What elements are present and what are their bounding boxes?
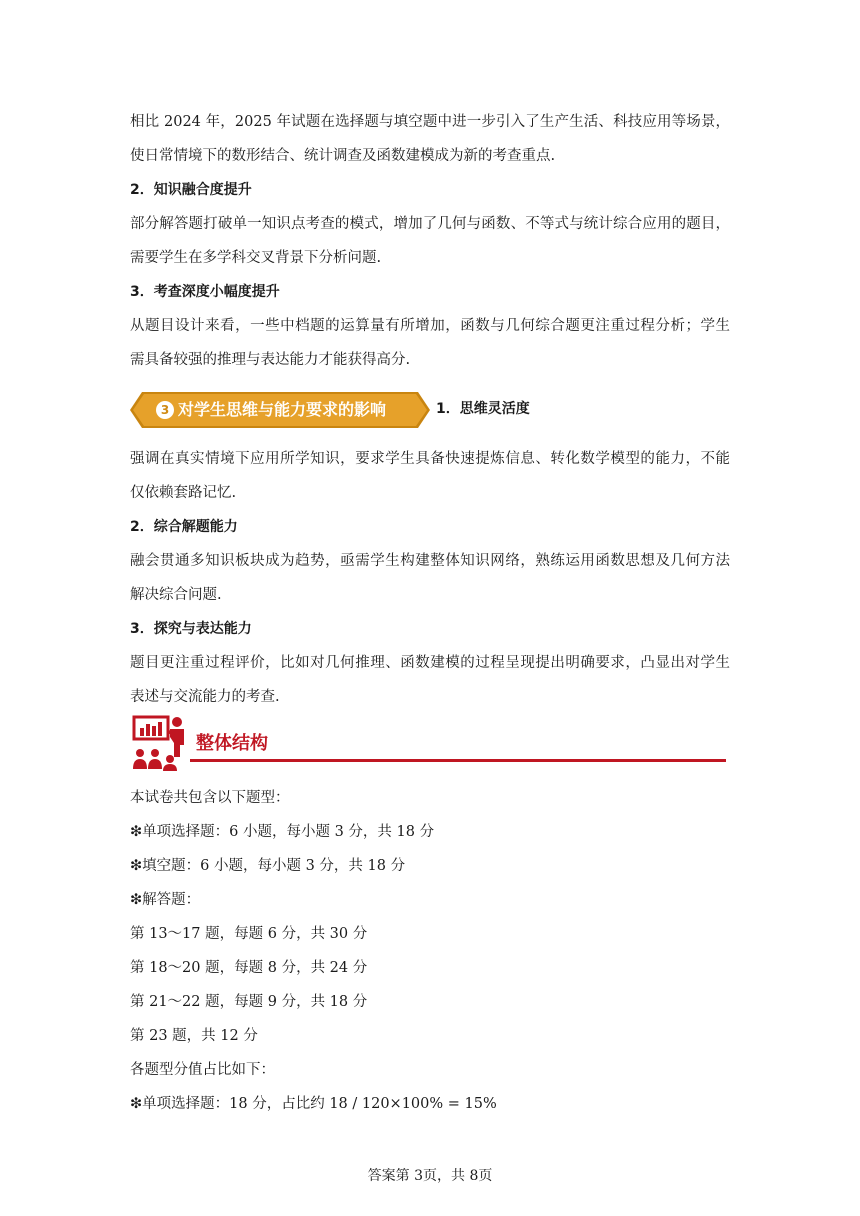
subheading: 3．探究与表达能力 — [130, 621, 252, 637]
paragraph-line: 部分解答题打破单一知识点考查的模式，增加了几何与函数、不等式与统计综合应用的题目， — [130, 216, 730, 232]
paragraph-line: 仅依赖套路记忆. — [130, 485, 237, 501]
paragraph-line: 融会贯通多知识板块成为趋势，亟需学生构建整体知识网络，熟练运用函数思想及几何方法 — [130, 553, 730, 569]
section-divider — [190, 759, 726, 762]
paragraph-line: 需要学生在多学科交叉背景下分析问题. — [130, 250, 382, 266]
paragraph-line: 使日常情境下的数形结合、统计调查及函数建模成为新的考查重点. — [130, 148, 556, 164]
subheading: 1．思维灵活度 — [436, 401, 530, 417]
list-item: 第 23 题，共 12 分 — [130, 1028, 258, 1044]
badge-title: 对学生思维与能力要求的影响 — [178, 400, 387, 419]
paragraph-line: 相比 2024 年，2025 年试题在选择题与填空题中进一步引入了生产生活、科技应用等场景， — [130, 114, 730, 130]
paragraph-line: 题目更注重过程评价，比如对几何推理、函数建模的过程呈现提出明确要求，凸显出对学生 — [130, 655, 730, 671]
paragraph-line: 表述与交流能力的考查. — [130, 689, 280, 705]
badge-number: 3 — [156, 401, 174, 419]
paragraph-line: 解决综合问题. — [130, 587, 222, 603]
page-footer: 答案第 3页，共 8页 — [367, 1168, 493, 1184]
section-badge — [130, 390, 430, 430]
list-item: ❇单项选择题：6 小题，每小题 3 分，共 18 分 — [130, 824, 435, 840]
list-item: ❇单项选择题：18 分，占比约 18 / 120×100% = 15% — [130, 1096, 497, 1112]
list-item: ❇解答题： — [130, 892, 201, 908]
list-item: 第 21～22 题，每题 9 分，共 18 分 — [130, 994, 368, 1010]
paragraph-line: 需具备较强的推理与表达能力才能获得高分. — [130, 352, 411, 368]
subheading: 2．综合解题能力 — [130, 519, 238, 535]
subheading: 3．考查深度小幅度提升 — [130, 284, 280, 300]
list-item: 第 13～17 题，每题 6 分，共 30 分 — [130, 926, 368, 942]
list-item: ❇填空题：6 小题，每小题 3 分，共 18 分 — [130, 858, 406, 874]
paragraph-line: 强调在真实情境下应用所学知识，要求学生具备快速提炼信息、转化数学模型的能力，不能 — [130, 451, 730, 467]
presentation-icon — [130, 713, 190, 771]
subheading: 2．知识融合度提升 — [130, 182, 252, 198]
paragraph-line: 各题型分值占比如下： — [130, 1062, 275, 1078]
section-title: 整体结构 — [196, 733, 268, 754]
paragraph-line: 本试卷共包含以下题型： — [130, 790, 290, 806]
paragraph-line: 从题目设计来看，一些中档题的运算量有所增加，函数与几何综合题更注重过程分析；学生 — [130, 318, 730, 334]
list-item: 第 18～20 题，每题 8 分，共 24 分 — [130, 960, 368, 976]
